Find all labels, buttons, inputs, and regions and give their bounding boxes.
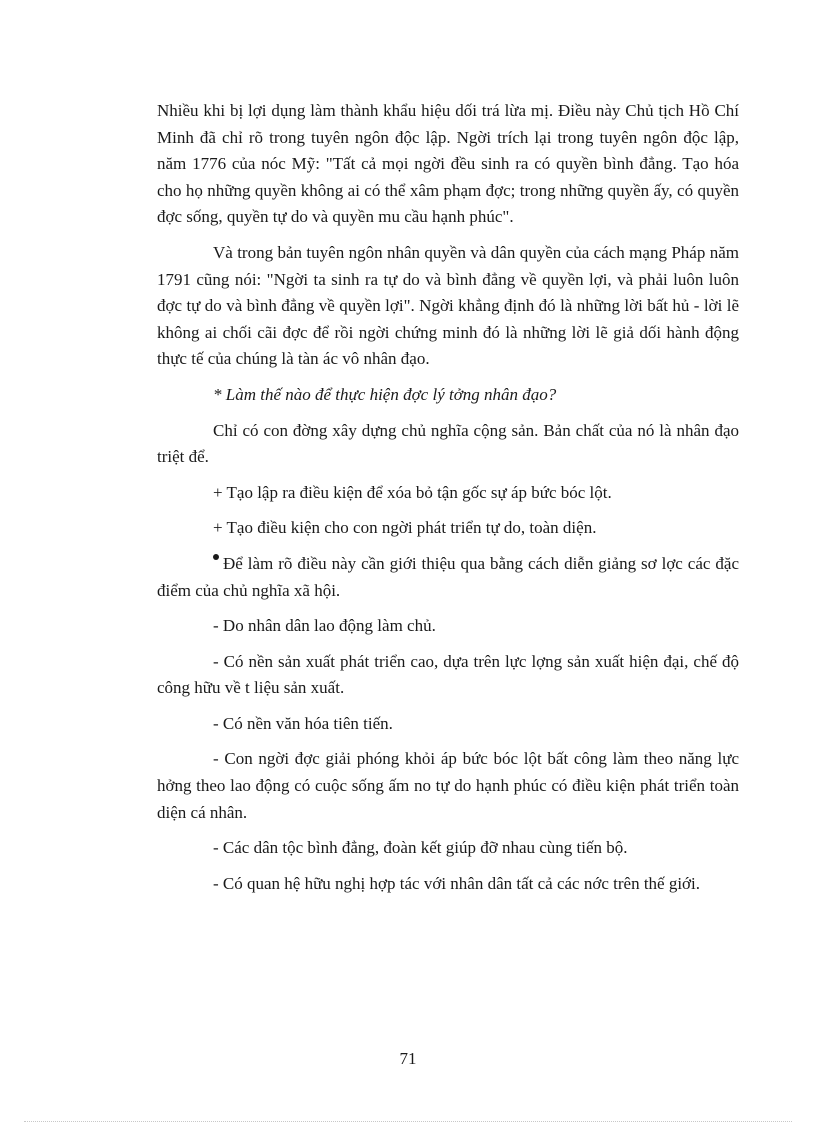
feature-international-friendship: - Có quan hệ hữu nghị hợp tác với nhân dân tất cả các nớc trên thế giới. <box>213 873 701 893</box>
paragraph-human-rights-quote: Nhiều khi bị lợi dụng làm thành khẩu hiệu dối trá lừa mị. Điều này Chủ tịch Hồ Chí Minh đã chỉ rõ trong tuyên ngôn độc lập. Ngời trích lại trong tuyên ngôn độc lập, năm 1776 của nóc Mỹ: "Tất cả mọi ngời đều sinh ra có quyền bình đẳng. Tạo hóa cho họ những quyền không ai có thể xâm phạm đợc; trong những quyền ấy, có quyền đợc sống, quyền tự do và quyền mu cầu hạnh phúc". <box>157 101 739 227</box>
document-body <box>157 98 739 897</box>
list-item-human-development: + Tạo điều kiện cho con ngời phát triển tự do, toàn diện. <box>213 518 597 538</box>
section-question-heading: * Làm thế nào để thực hiện đợc lý tởng nhân đạo? <box>213 384 557 404</box>
list-item-abolish-exploitation: + Tạo lập ra điều kiện để xóa bỏ tận gốc sự áp bức bóc lột. <box>213 482 612 502</box>
feature-people-mastery: - Do nhân dân lao động làm chủ. <box>213 616 436 636</box>
feature-developed-production: - Có nền sản xuất phát triển cao, dựa trên lực lợng sản xuất hiện đại, chế độ công hữu về t liệu sản xuất. <box>157 651 739 698</box>
feature-advanced-culture: - Có nền văn hóa tiên tiến. <box>213 713 393 733</box>
footer-divider <box>24 1121 792 1122</box>
paragraph-socialism-features-intro <box>157 551 739 604</box>
bullet-dot-icon <box>213 554 219 560</box>
feature-equal-nations: - Các dân tộc bình đẳng, đoàn kết giúp đỡ nhau cùng tiến bộ. <box>213 838 628 858</box>
feature-liberated-people: - Con ngời đợc giải phóng khỏi áp bức bóc lột bất công làm theo năng lực hởng theo lao động có cuộc sống ấm no tự do hạnh phúc có điều kiện phát triển toàn diện cá nhân. <box>157 749 739 822</box>
paragraph-socialism-features-text: Để làm rõ điều này cần giới thiệu qua bằng cách diễn giảng sơ lợc các đặc điểm của chủ nghĩa xã hội. <box>157 553 739 600</box>
paragraph-communism-path: Chỉ có con đờng xây dựng chủ nghĩa cộng sản. Bản chất của nó là nhân đạo triệt để. <box>157 420 739 467</box>
page-number: 71 <box>399 1049 417 1068</box>
paragraph-french-declaration: Và trong bản tuyên ngôn nhân quyền và dân quyền của cách mạng Pháp năm 1791 cũng nói: "Ngời ta sinh ra tự do và bình đẳng về quyền lợi, và phải luôn luôn đợc tự do và bình đẳng về quyền lợi". Ngời khẳng định đó là những lời bất hủ - lời lẽ không ai chối cãi đợc để rồi ngời chứng minh đó là những lời lẽ giả dối hành động thực tế của chúng là tàn ác vô nhân đạo. <box>157 242 739 369</box>
